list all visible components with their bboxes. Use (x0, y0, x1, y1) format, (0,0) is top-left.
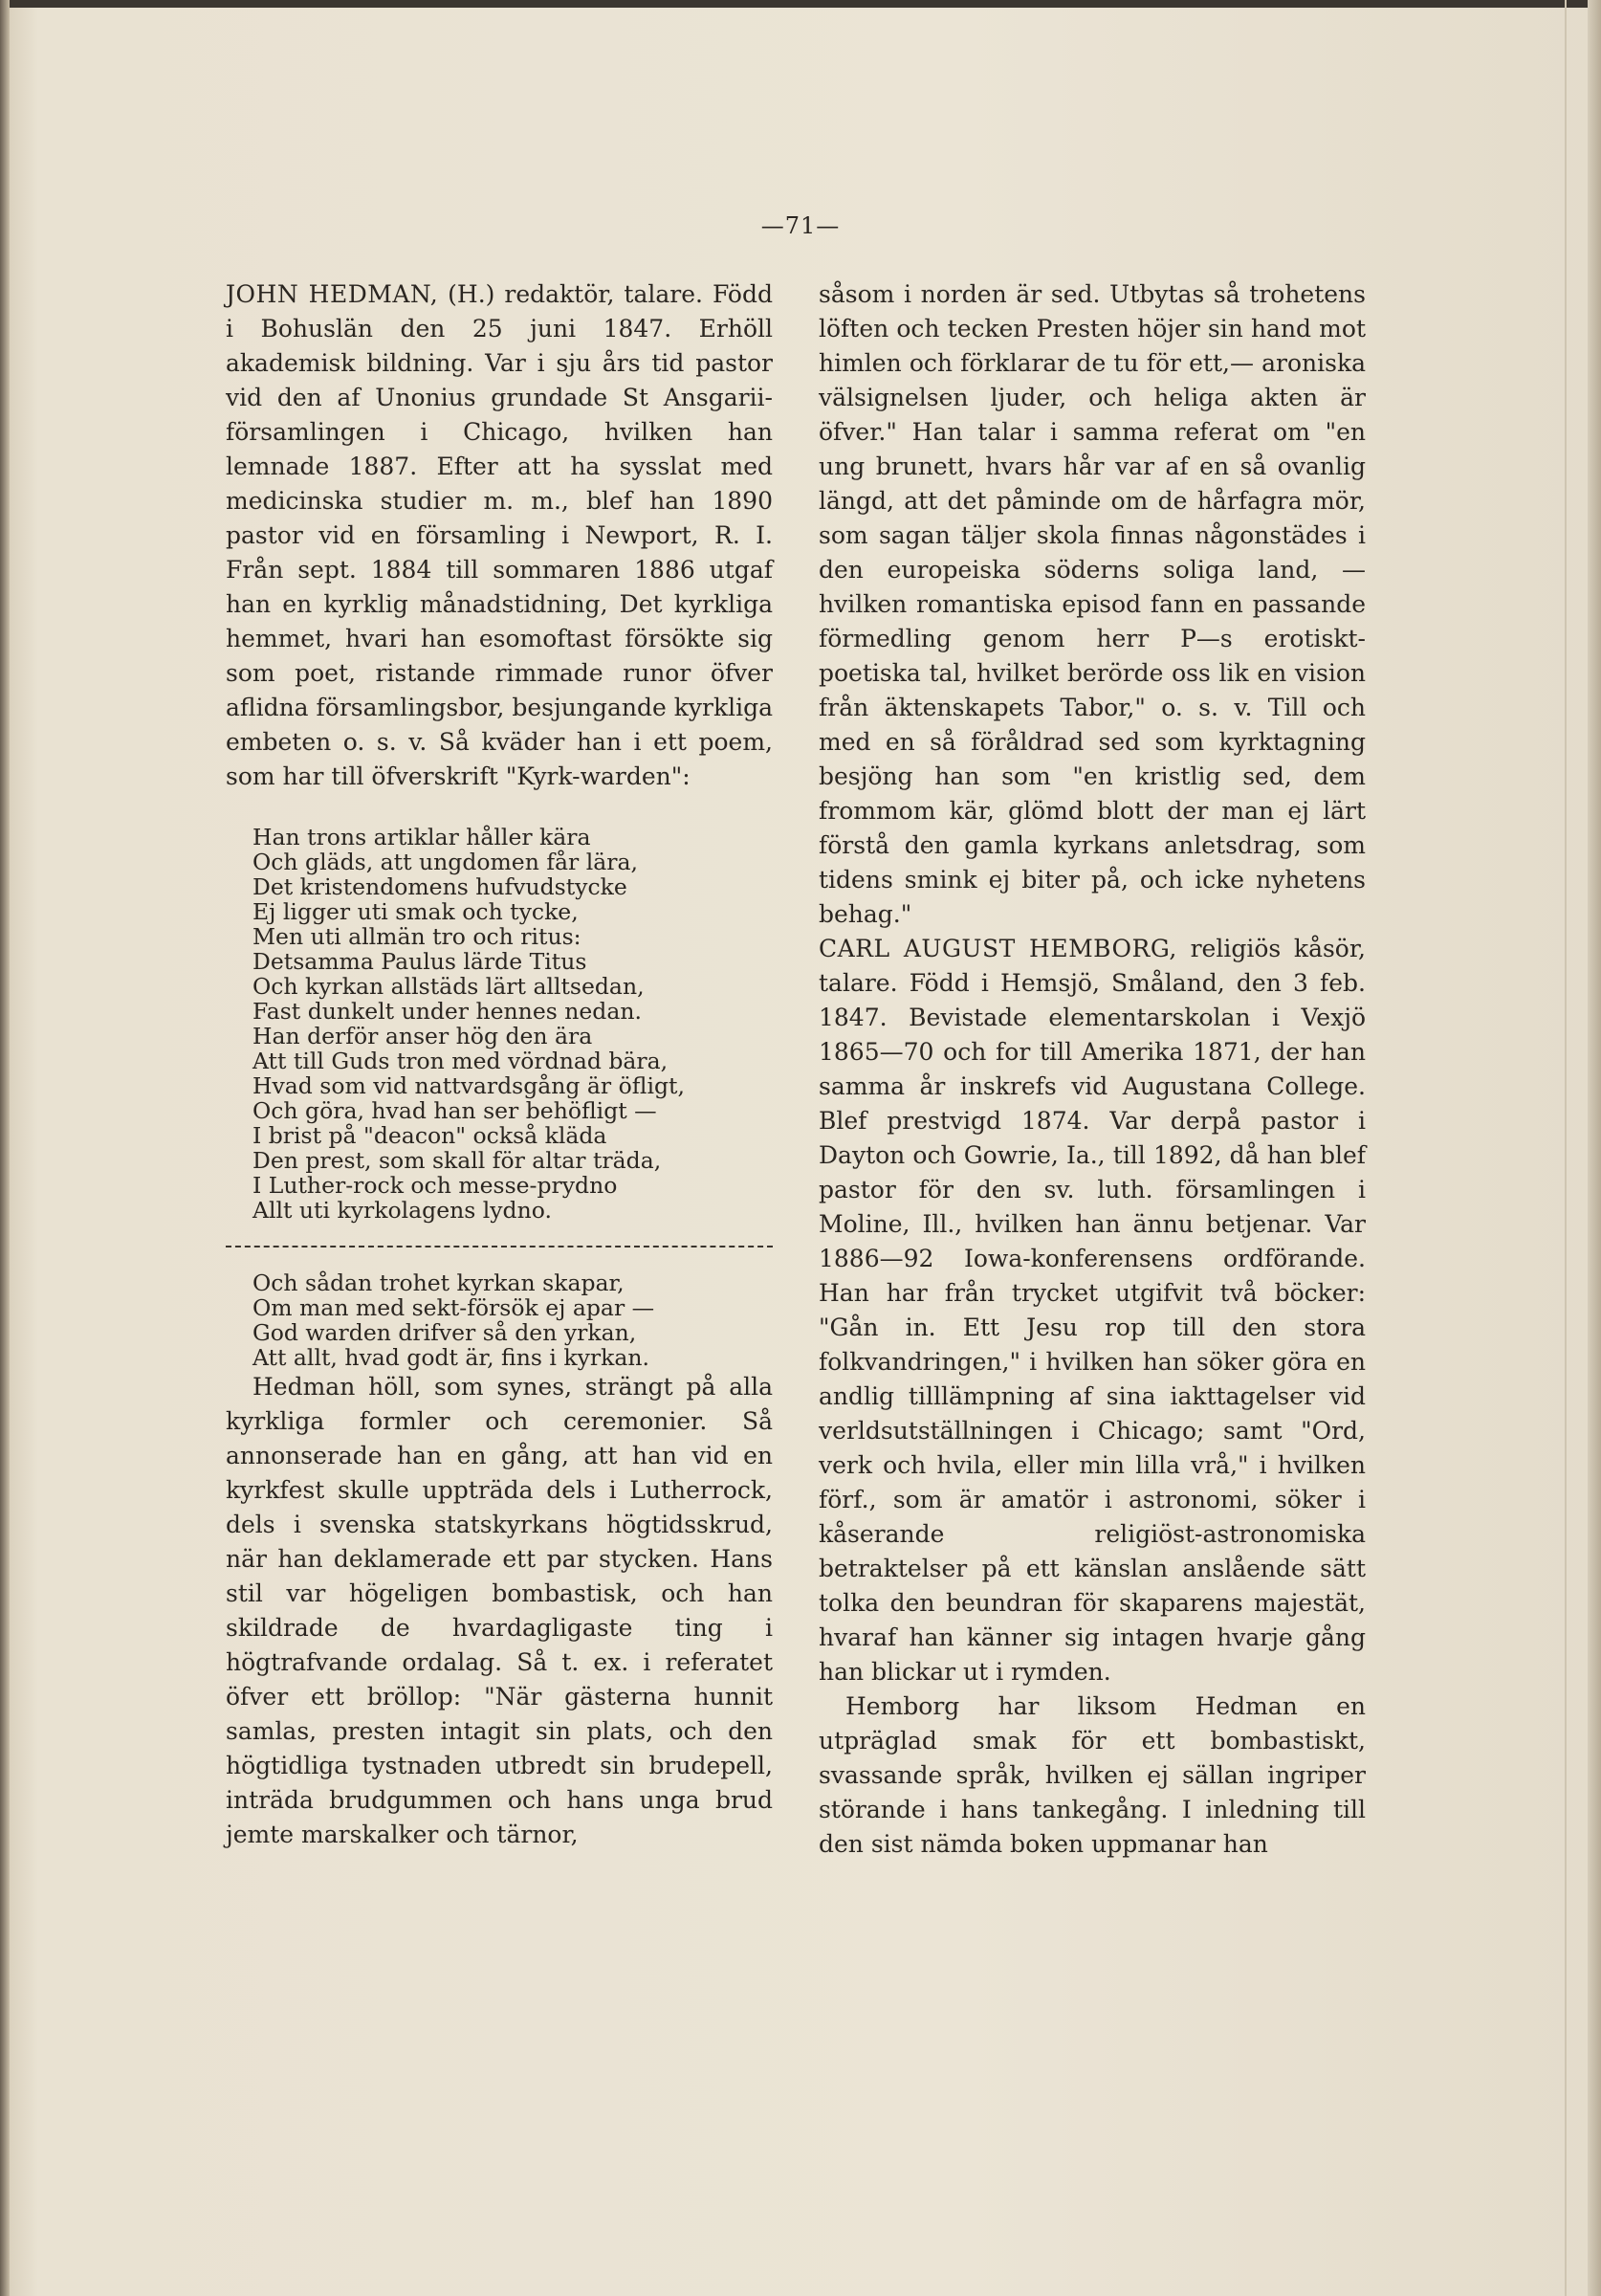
left-column (226, 277, 773, 1852)
poem-line: Och sådan trohet kyrkan skapar, (252, 1269, 625, 1296)
poem-line: Fast dunkelt under hennes nedan. (252, 998, 642, 1025)
poem-separator (226, 1246, 773, 1247)
poem-line: Den prest, som skall för altar träda, (252, 1147, 662, 1174)
poem-line: Det kristendomens hufvudstycke (252, 873, 627, 900)
poem-line: Allt uti kyrkolagens lydno. (252, 1197, 552, 1224)
entry-hedman (226, 277, 773, 794)
paragraph: Hedman höll, som synes, strängt på alla kyrkliga formler och ceremonier. Så annonserade han en gång, att han vid en kyrkfest skulle uppträda dels i Lutherrock, dels i svenska statskyrkans högtidsskrud, när han deklamerade ett par stycken. Hans stil var högeligen bombastisk, och han skildrade de hvardagligaste ting i högtrafvande ordalag. Så t. ex. i referatet öfver ett bröllop: "När gästerna hunnit samlas, presten intagit sin plats, och den högtidliga tystnaden utbredt sin brudepell, inträda brudgummen och hans unga brud jemte marskalker och tärnor, (226, 1373, 773, 1848)
poem-line: Om man med sekt-försök ej apar — (252, 1294, 655, 1321)
entry-text: religiös kåsör, talare. Född i Hemsjö, Småland, den 3 feb. 1847. Bevistade elementarskolan i Vexjö 1865—70 och for till Amerika 1871, der han samma år inskrefs vid Augustana College. Blef prestvigd 1874. Var derpå pastor i Dayton och Gowrie, Ia., till 1892, då han blef pastor för den sv. luth. församlingen i Moline, Ill., hvilken han ännu betjenar. Var 1886—92 Iowa-konferensens ordförande. Han har från trycket utgifvit två böcker: "Gån in. Ett Jesu rop till den stora folkvandringen," i hvilken han söker göra en andlig tilllämpning af sina iakttagelser vid verldsutställningen i Chicago; samt "Ord, verk och hvila, eller min lilla vrå," i hvilken förf., som är amatör i astronomi, söker i kåserande religiöst-astronomiska betraktelser på ett känslan anslående sätt tolka den beundran för skaparens majestät, hvaraf han känner sig intagen hvarje gång han blickar ut i rymden. (819, 935, 1367, 1686)
poem-line: Ej ligger uti smak och tycke, (252, 898, 579, 925)
poem-line: God warden drifver så den yrkan, (252, 1319, 637, 1346)
poem-line: Och göra, hvad han ser behöfligt — (252, 1097, 657, 1124)
poem-line: Och gläds, att ungdomen får lära, (252, 849, 638, 875)
poem-line: Detsamma Paulus lärde Titus (252, 948, 587, 975)
book-spine (0, 0, 10, 2296)
poem-line: Men uti allmän tro och ritus: (252, 923, 581, 950)
poem-line: Hvad som vid nattvardsgång är öfligt, (252, 1072, 685, 1099)
poem-stanza-1 (252, 825, 773, 1223)
page-edge-line (1565, 0, 1567, 2296)
page-number: —71— (760, 212, 841, 239)
entry-hemborg (819, 932, 1366, 1689)
poem-line: Han trons artiklar håller kära (252, 824, 591, 850)
entry-text: (H.) redaktör, talare. Född i Bohuslän den 25 juni 1847. Erhöll akademisk bildning. Var i sju års tid pastor vid den af Unonius grundade St Ansgarii-församlingen i Chicago, hvilken han lemnade 1887. Efter att ha sysslat med medicinska studier m. m., blef han 1890 pastor vid en församling i Newport, R. I. Från sept. 1884 till sommaren 1886 utgaf han en kyrklig månadstidning, Det kyrkliga hemmet, hvari han esomoftast försökte sig som poet, ristande rimmade runor öfver aflidna församlingsbor, besjungande kyrkliga embeten o. s. v. Så kväder han i ett poem, som har till öfverskrift "Kyrk-warden": (226, 280, 773, 790)
entry-name: CARL AUGUST HEMBORG, (819, 935, 1177, 962)
top-edge (0, 0, 1601, 8)
poem-line: I Luther-rock och messe-prydno (252, 1172, 618, 1199)
poem-line: Och kyrkan allstäds lärt alltsedan, (252, 973, 645, 1000)
poem-line: I brist på "deacon" också kläda (252, 1122, 607, 1149)
entry-name: JOHN HEDMAN, (226, 280, 439, 308)
poem-stanza-2 (252, 1270, 773, 1370)
poem-line: Han derför anser hög den ära (252, 1023, 593, 1049)
page-edge (1588, 0, 1601, 2296)
right-column (819, 277, 1366, 1862)
poem-line: Att till Guds tron med vördnad bära, (252, 1048, 669, 1074)
paragraph: Hemborg har liksom Hedman en utpräglad smak för ett bombastiskt, svassande språk, hvilken ej sällan ingriper störande i hans tankegång. I inledning till den sist nämda boken uppmanar han (819, 1692, 1366, 1858)
paragraph-continuation: såsom i norden är sed. Utbytas så trohetens löften och tecken Presten höjer sin hand mot himlen och förklarar de tu för ett,— aroniska välsignelsen ljuder, och heliga akten är öfver." Han talar i samma referat om "en ung brunett, hvars hår var af en så ovanlig längd, att det påminde om de hårfagra mör, som sagan täljer skola finnas någonstädes i den europeiska söderns soliga land, — hvilken romantiska episod fann en passande förmedling genom herr P—s erotiskt-poetiska tal, hvilket berörde oss lik en vision från äktenskapets Tabor," o. s. v. Till och med en så föråldrad sed som kyrktagning besjöng han som "en kristlig sed, dem frommom kär, glömd blott der man ej lärt förstå den gamla kyrkans anletsdrag, som tidens smink ej biter på, och icke nyhetens behag." (819, 280, 1366, 928)
poem-line: Att allt, hvad godt är, fins i kyrkan. (252, 1344, 649, 1371)
